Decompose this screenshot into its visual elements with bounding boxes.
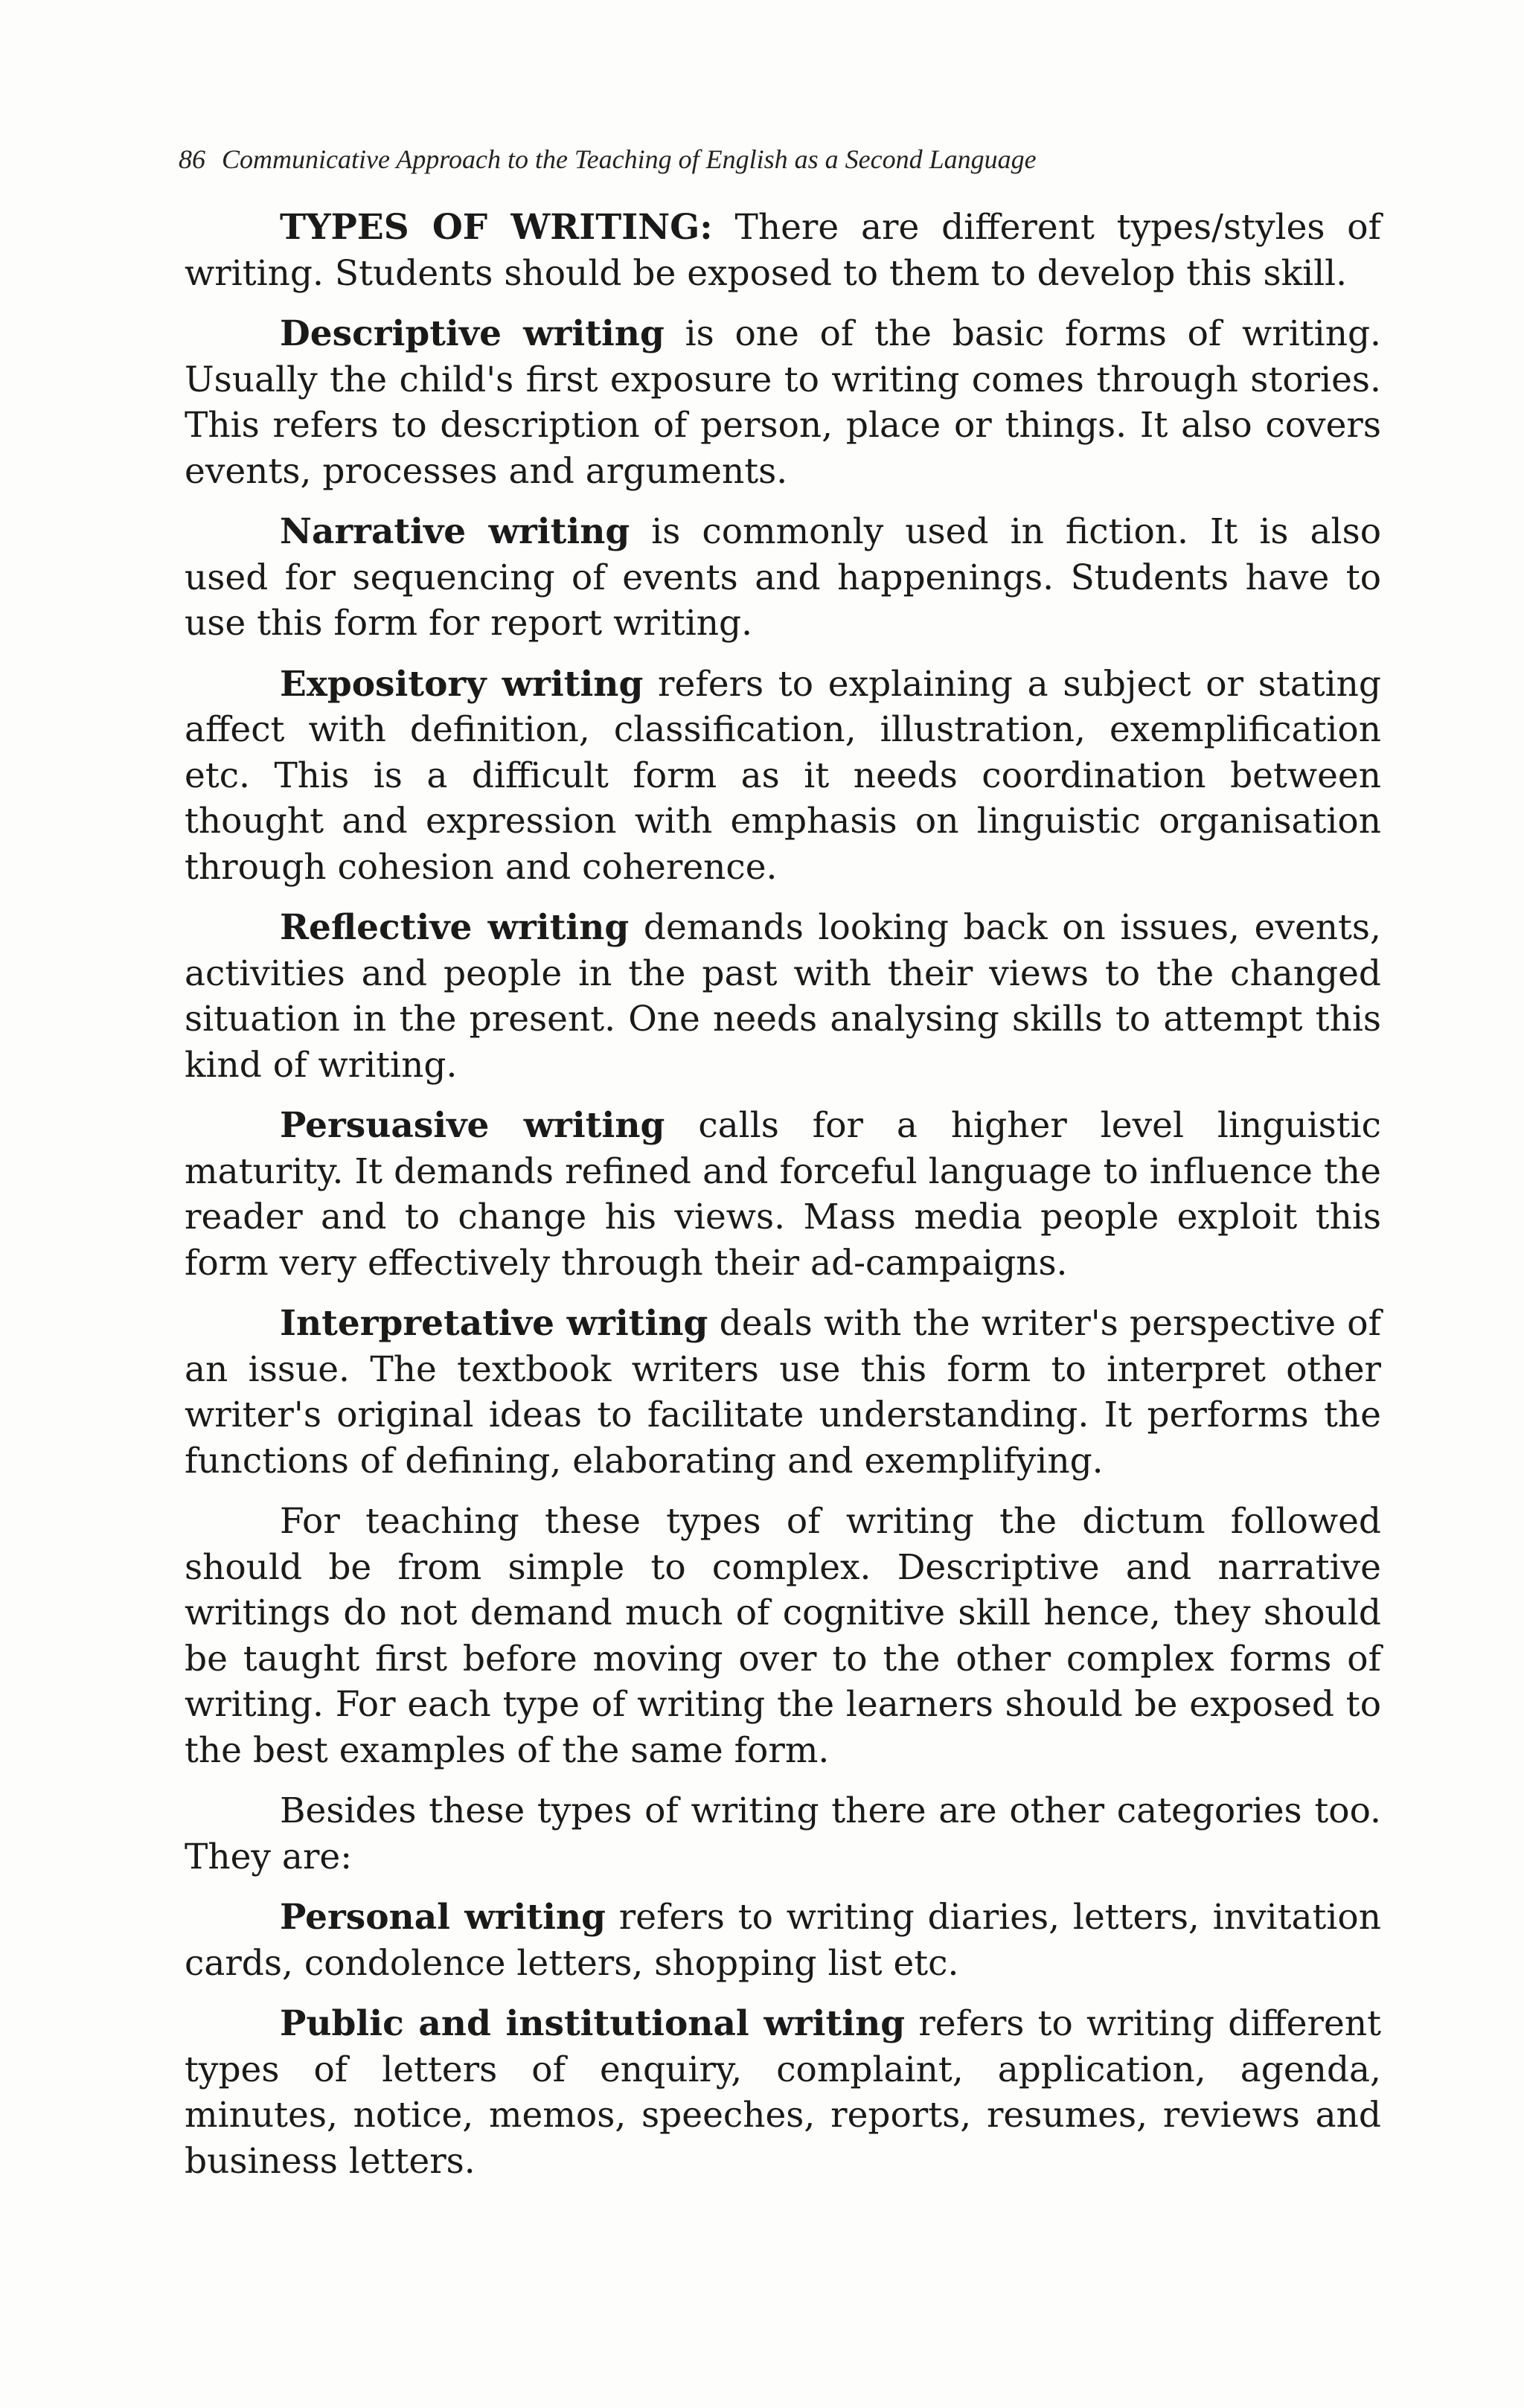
term-heading: Interpretative writing	[280, 1303, 708, 1344]
paragraph-text: refers to writing different types of letters of enquiry, complaint, application, agenda, minutes, notice, memos, speeches, reports, resumes, reviews and business letters.	[185, 2003, 1381, 2182]
paragraph-descriptive-writing	[185, 311, 1381, 494]
paragraph-reflective-writing	[185, 905, 1381, 1088]
paragraph-text: There are different types/styles of writing. Students should be exposed to them to develop this skill.	[185, 207, 1382, 294]
term-heading: Reflective writing	[280, 907, 630, 948]
paragraph-text: deals with the writer's perspective of an issue. The textbook writers use this form to interpret other writer's original ideas to facilitate understanding. It performs the functions of defining, elaborating and exemplifying.	[185, 1303, 1381, 1482]
body-text	[185, 205, 1381, 2199]
paragraph-expository-writing	[185, 662, 1381, 891]
paragraph-text: calls for a higher level linguistic maturity. It demands refined and forceful language to influence the reader and to change his views. Mass media people exploit this form very effectively through their ad-campaigns.	[185, 1105, 1381, 1284]
paragraph-other-categories	[185, 1788, 1381, 1880]
paragraph-public-institutional-writing	[185, 2001, 1381, 2184]
term-heading: Public and institutional writing	[280, 2003, 906, 2044]
paragraph-text: Besides these types of writing there are other categories too. They are:	[185, 1790, 1381, 1877]
paragraph-teaching-dictum	[185, 1499, 1381, 1773]
running-title: Communicative Approach to the Teaching of English as a Second Language	[222, 144, 1037, 174]
paragraph-text: demands looking back on issues, events, activities and people in the past with their views to the changed situation in the present. One needs analysing skills to attempt this kind of writing.	[185, 907, 1381, 1086]
term-heading: Expository writing	[280, 663, 644, 705]
paragraph-types-of-writing	[185, 205, 1381, 296]
term-heading: Personal writing	[280, 1897, 606, 1938]
term-heading: Descriptive writing	[280, 313, 665, 354]
paragraph-text: For teaching these types of writing the dictum followed should be from simple to complex. Descriptive and narrative writings do not demand much of cognitive skill hence, they should be taught first before moving over to the other complex forms of writing. For each type of writing the learners should be exposed to the best examples of the same form.	[185, 1501, 1381, 1771]
paragraph-text: is one of the basic forms of writing. Usually the child's first exposure to writing comes through stories. This refers to description of person, place or things. It also covers events, processes and arguments.	[185, 313, 1381, 492]
term-heading: Persuasive writing	[280, 1105, 665, 1146]
term-heading: TYPES OF WRITING:	[280, 207, 713, 248]
running-header	[179, 143, 1037, 176]
paragraph-text: refers to writing diaries, letters, invitation cards, condolence letters, shopping list etc.	[185, 1897, 1381, 1984]
paragraph-personal-writing	[185, 1895, 1381, 1986]
term-heading: Narrative writing	[280, 511, 630, 552]
page-number: 86	[179, 144, 205, 174]
paragraph-text: refers to explaining a subject or stating affect with definition, classification, illustration, exemplification etc. This is a difficult form as it needs coordination between thought and expression with emphasis on linguistic organisation through cohesion and coherence.	[185, 663, 1381, 888]
paragraph-narrative-writing	[185, 509, 1381, 647]
paragraph-interpretative-writing	[185, 1301, 1381, 1484]
paragraph-persuasive-writing	[185, 1103, 1381, 1286]
paragraph-text: is commonly used in fiction. It is also used for sequencing of events and happenings. Students have to use this form for report writing.	[185, 511, 1381, 644]
